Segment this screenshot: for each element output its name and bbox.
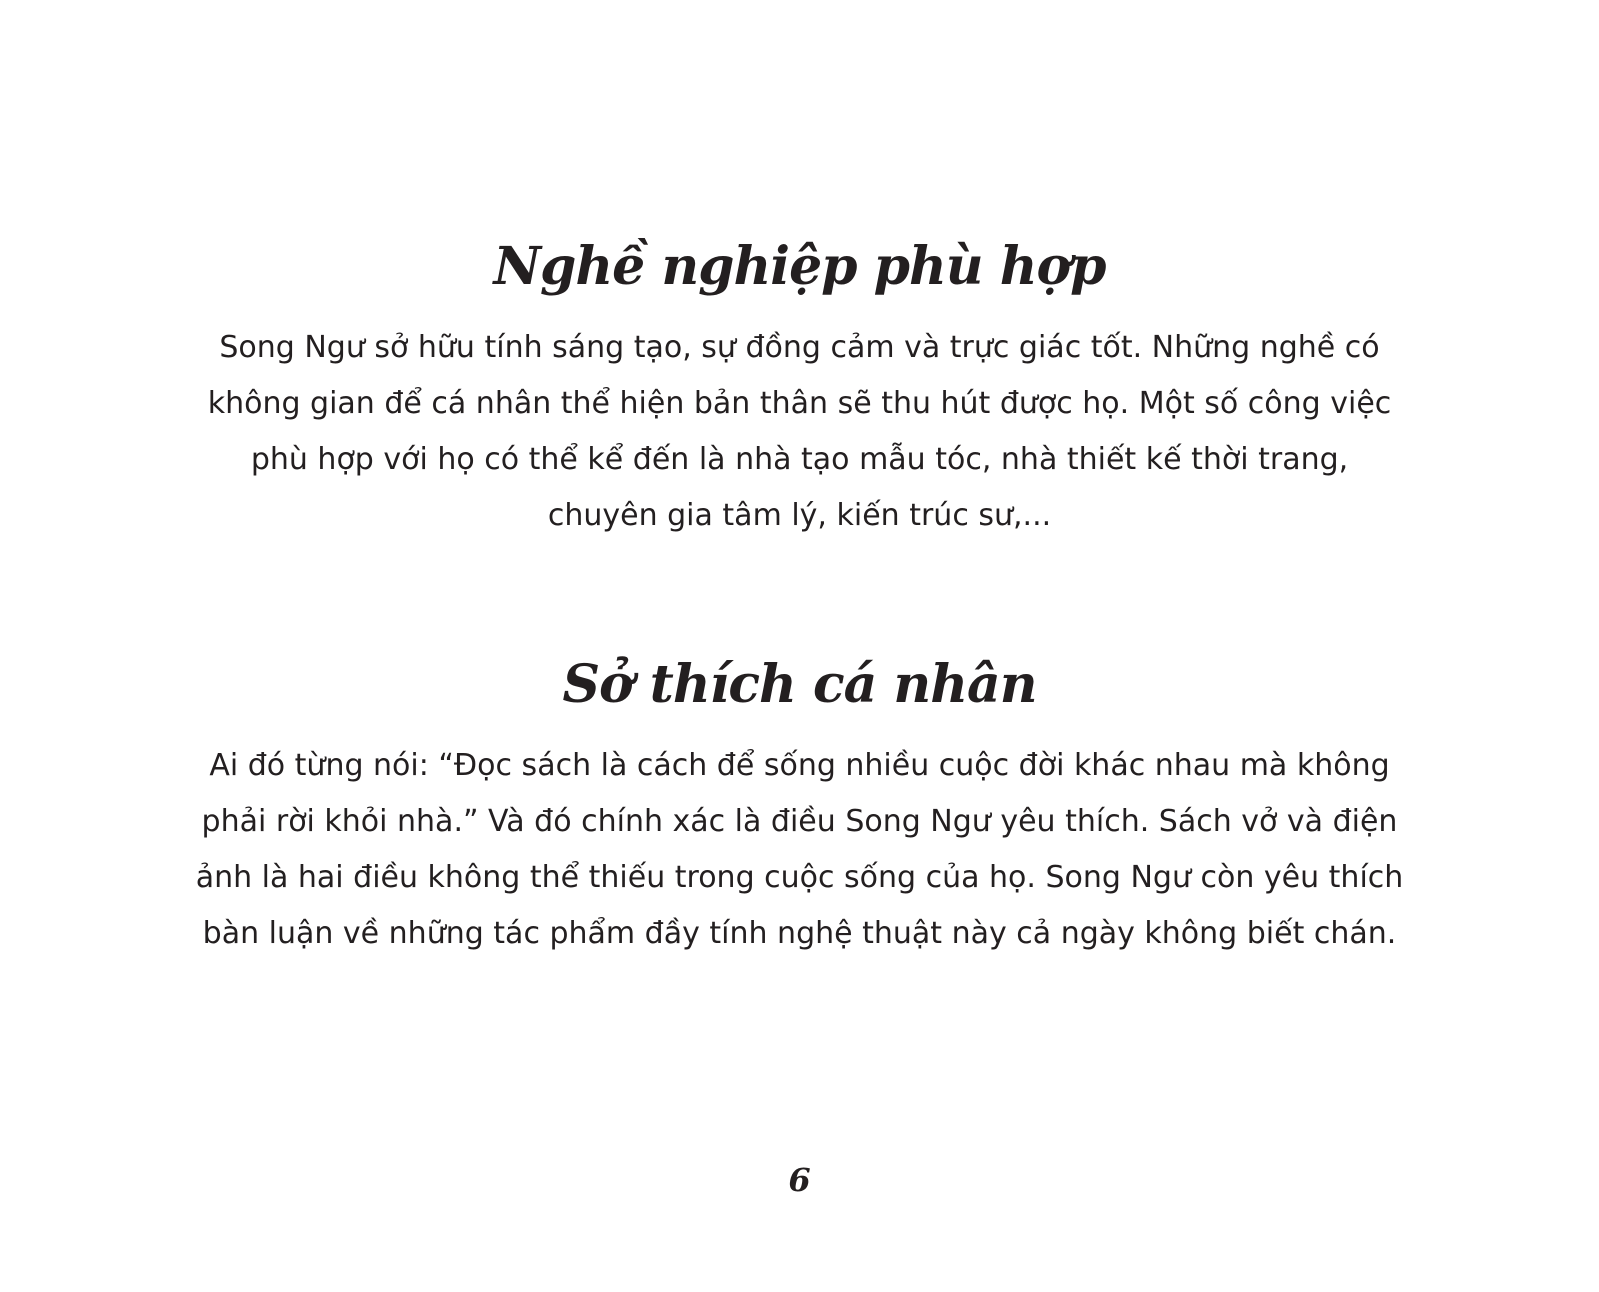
section-career bbox=[150, 222, 1449, 544]
paragraph-line: phù hợp với họ có thể kể đến là nhà tạo mẫu tóc, nhà thiết kế thời trang, bbox=[250, 442, 1349, 477]
paragraph-line: Song Ngư sở hữu tính sáng tạo, sự đồng cảm và trực giác tốt. Những nghề có bbox=[219, 330, 1380, 365]
section-paragraph bbox=[150, 738, 1449, 962]
paragraph-line: Ai đó từng nói: “Đọc sách là cách để sống nhiều cuộc đời khác nhau mà không bbox=[209, 748, 1390, 783]
section-heading: Nghề nghiệp phù hợp bbox=[493, 236, 1106, 297]
section-heading: Sở thích cá nhân bbox=[562, 654, 1037, 715]
paragraph-line: không gian để cá nhân thể hiện bản thân sẽ thu hút được họ. Một số công việc bbox=[207, 386, 1392, 421]
paragraph-line: ảnh là hai điều không thể thiếu trong cuộc sống của họ. Song Ngư còn yêu thích bbox=[195, 860, 1404, 895]
paragraph-line: chuyên gia tâm lý, kiến trúc sư,... bbox=[547, 498, 1052, 533]
page-number: 6 bbox=[788, 1161, 811, 1199]
paragraph-line: bàn luận về những tác phẩm đầy tính nghệ thuật này cả ngày không biết chán. bbox=[202, 916, 1397, 951]
section-hobbies bbox=[150, 640, 1449, 962]
paragraph-line: phải rời khỏi nhà.” Và đó chính xác là điều Song Ngư yêu thích. Sách vở và điện bbox=[201, 804, 1398, 839]
section-paragraph bbox=[150, 320, 1449, 544]
